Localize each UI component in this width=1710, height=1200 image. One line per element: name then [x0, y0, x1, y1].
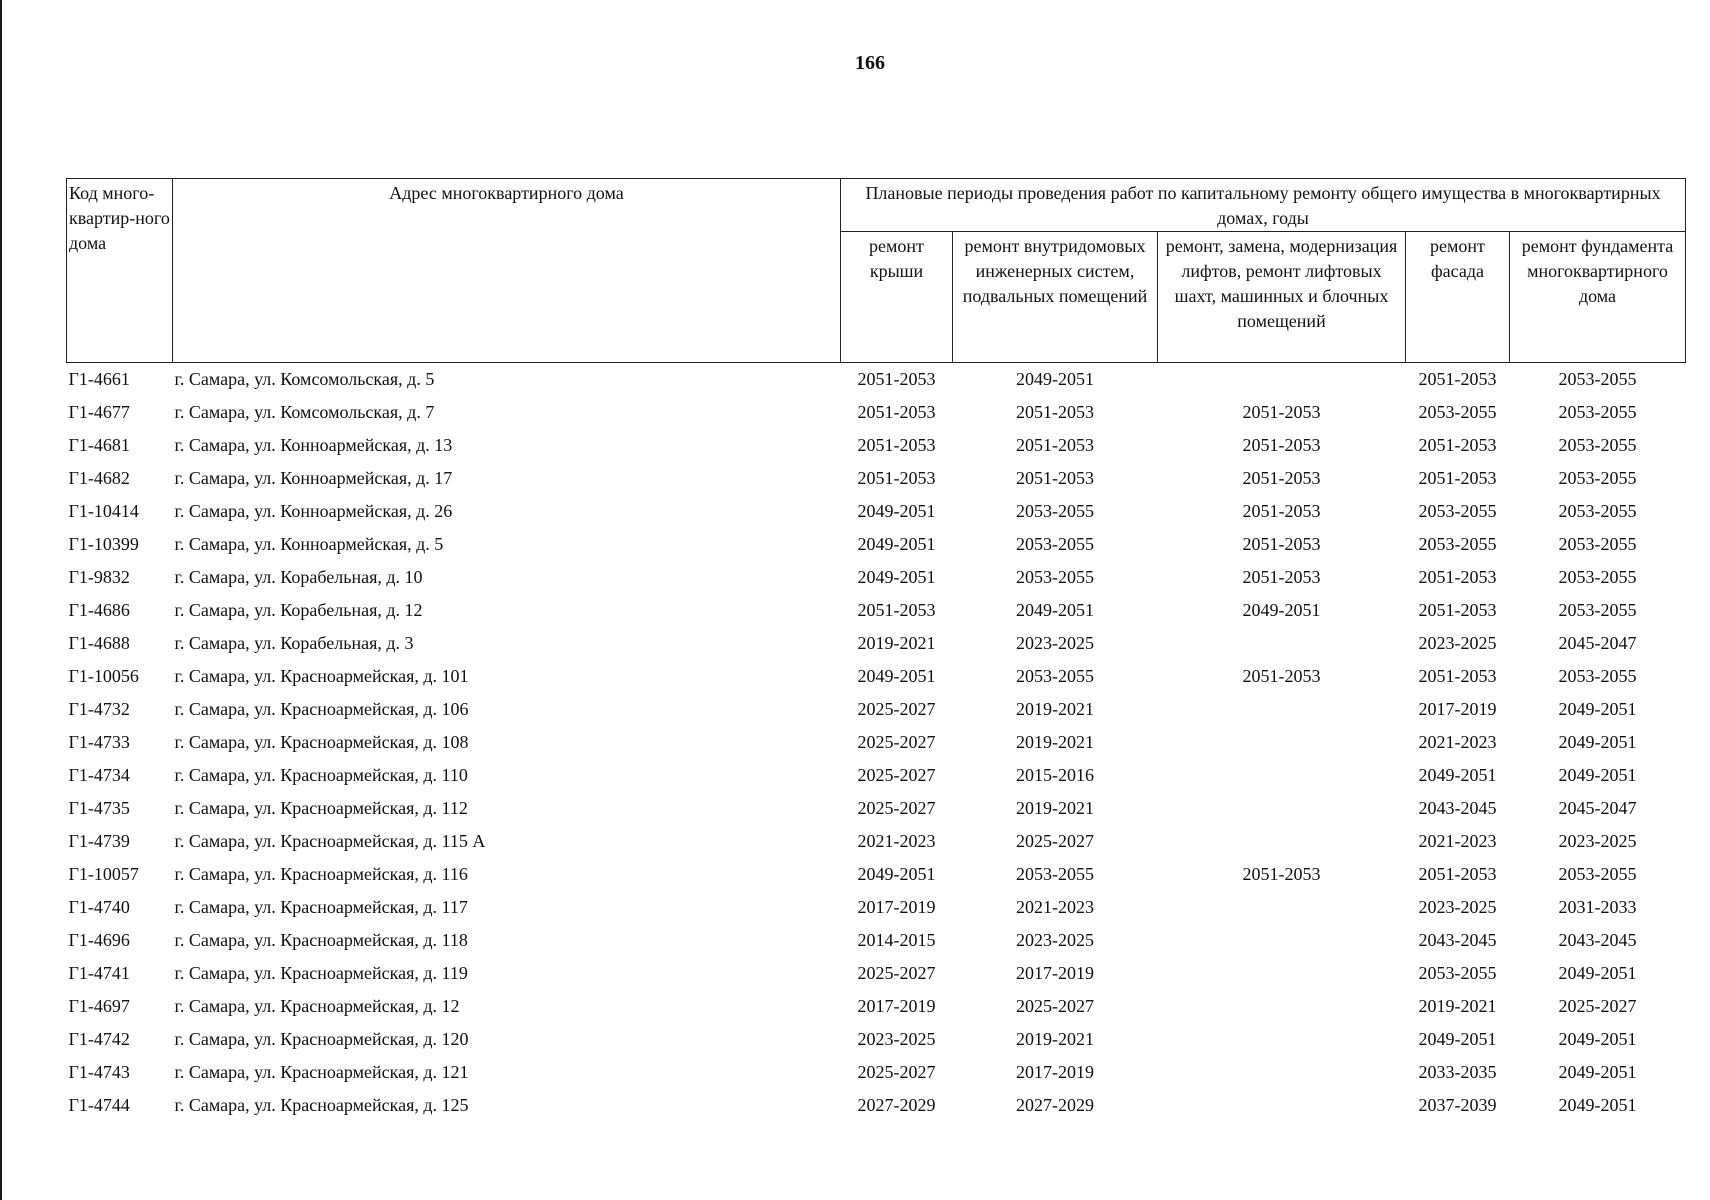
- lift-period-cell: [1158, 726, 1406, 759]
- engineering-period-cell: 2027-2029: [1016, 1095, 1094, 1115]
- building-code-cell: Г1-10056: [68, 666, 139, 686]
- facade-period-cell: 2053-2055: [1418, 402, 1497, 422]
- engineering-period-cell: 2019-2021: [1016, 1029, 1094, 1049]
- facade-period-cell: 2051-2053: [1418, 468, 1497, 488]
- roof-period-cell: 2051-2053: [857, 600, 936, 620]
- facade-period-cell: 2051-2053: [1418, 666, 1497, 686]
- table-row: [67, 462, 1686, 495]
- building-code-cell: Г1-4741: [68, 963, 130, 983]
- engineering-period-cell: 2053-2055: [1016, 666, 1094, 686]
- roof-period-cell: 2049-2051: [857, 534, 936, 554]
- foundation-period-cell: 2049-2051: [1558, 732, 1637, 752]
- foundation-period-cell: 2049-2051: [1558, 699, 1637, 719]
- foundation-period-cell: 2053-2055: [1558, 468, 1637, 488]
- foundation-period-cell: 2053-2055: [1558, 567, 1637, 587]
- engineering-period-cell: 2051-2053: [1016, 468, 1094, 488]
- engineering-period-cell: 2053-2055: [1016, 567, 1094, 587]
- building-code-cell: Г1-10414: [68, 501, 139, 521]
- header-facade-repair: ремонт фасада: [1406, 232, 1510, 363]
- foundation-period-cell: 2053-2055: [1558, 501, 1637, 521]
- facade-period-cell: 2021-2023: [1418, 831, 1497, 851]
- lift-period-cell: 2051-2053: [1242, 468, 1321, 488]
- facade-period-cell: 2051-2053: [1418, 600, 1497, 620]
- foundation-period-cell: 2045-2047: [1558, 633, 1637, 653]
- address-cell: г. Самара, ул. Конноармейская, д. 13: [174, 435, 453, 455]
- facade-period-cell: 2049-2051: [1418, 765, 1497, 785]
- foundation-period-cell: 2049-2051: [1558, 1095, 1637, 1115]
- header-building-code: Код много-квартир-ного дома: [67, 179, 173, 363]
- building-code-cell: Г1-4688: [68, 633, 130, 653]
- lift-period-cell: [1158, 1089, 1406, 1122]
- address-cell: г. Самара, ул. Красноармейская, д. 117: [174, 897, 468, 917]
- building-code-cell: Г1-10399: [68, 534, 139, 554]
- address-cell: г. Самара, ул. Красноармейская, д. 115 А: [174, 831, 486, 851]
- building-code-cell: Г1-4743: [68, 1062, 130, 1082]
- lift-period-cell: 2051-2053: [1242, 567, 1321, 587]
- lift-period-cell: [1158, 1056, 1406, 1089]
- lift-period-cell: [1158, 759, 1406, 792]
- foundation-period-cell: 2049-2051: [1558, 765, 1637, 785]
- engineering-period-cell: 2017-2019: [1016, 1062, 1094, 1082]
- building-code-cell: Г1-4742: [68, 1029, 130, 1049]
- roof-period-cell: 2049-2051: [857, 666, 936, 686]
- roof-period-cell: 2051-2053: [857, 468, 936, 488]
- foundation-period-cell: 2031-2033: [1558, 897, 1637, 917]
- address-cell: г. Самара, ул. Конноармейская, д. 17: [174, 468, 453, 488]
- facade-period-cell: 2043-2045: [1418, 930, 1497, 950]
- capital-repair-table: [66, 178, 1686, 1122]
- roof-period-cell: 2021-2023: [857, 831, 936, 851]
- roof-period-cell: 2049-2051: [857, 567, 936, 587]
- table-row: [67, 1089, 1686, 1122]
- engineering-period-cell: 2053-2055: [1016, 501, 1094, 521]
- address-cell: г. Самара, ул. Красноармейская, д. 118: [174, 930, 468, 950]
- facade-period-cell: 2021-2023: [1418, 732, 1497, 752]
- foundation-period-cell: 2043-2045: [1558, 930, 1637, 950]
- table-row: [67, 396, 1686, 429]
- table-row: [67, 429, 1686, 462]
- building-code-cell: Г1-4732: [68, 699, 130, 719]
- building-code-cell: Г1-4681: [68, 435, 130, 455]
- address-cell: г. Самара, ул. Комсомольская, д. 7: [174, 402, 435, 422]
- address-cell: г. Самара, ул. Красноармейская, д. 106: [174, 699, 469, 719]
- facade-period-cell: 2053-2055: [1418, 501, 1497, 521]
- address-cell: г. Самара, ул. Красноармейская, д. 101: [174, 666, 469, 686]
- building-code-cell: Г1-4740: [68, 897, 130, 917]
- address-cell: г. Самара, ул. Красноармейская, д. 119: [174, 963, 468, 983]
- facade-period-cell: 2053-2055: [1418, 534, 1497, 554]
- address-cell: г. Самара, ул. Корабельная, д. 12: [174, 600, 423, 620]
- lift-period-cell: [1158, 627, 1406, 660]
- table-row: [67, 363, 1686, 397]
- address-cell: г. Самара, ул. Комсомольская, д. 5: [174, 369, 435, 389]
- address-cell: г. Самара, ул. Красноармейская, д. 108: [174, 732, 469, 752]
- roof-period-cell: 2025-2027: [857, 765, 936, 785]
- facade-period-cell: 2017-2019: [1418, 699, 1497, 719]
- lift-period-cell: 2049-2051: [1242, 600, 1321, 620]
- table-row: [67, 594, 1686, 627]
- foundation-period-cell: 2053-2055: [1558, 369, 1637, 389]
- roof-period-cell: 2051-2053: [857, 402, 936, 422]
- facade-period-cell: 2019-2021: [1418, 996, 1497, 1016]
- header-foundation-repair: ремонт фундамента многоквартирного дома: [1510, 232, 1686, 363]
- foundation-period-cell: 2045-2047: [1558, 798, 1637, 818]
- roof-period-cell: 2017-2019: [857, 996, 936, 1016]
- roof-period-cell: 2049-2051: [857, 864, 936, 884]
- table-row: [67, 1056, 1686, 1089]
- table-row: [67, 825, 1686, 858]
- roof-period-cell: 2025-2027: [857, 963, 936, 983]
- foundation-period-cell: 2049-2051: [1558, 963, 1637, 983]
- lift-period-cell: [1158, 990, 1406, 1023]
- engineering-period-cell: 2023-2025: [1016, 633, 1094, 653]
- lift-period-cell: 2051-2053: [1242, 534, 1321, 554]
- foundation-period-cell: 2025-2027: [1558, 996, 1637, 1016]
- engineering-period-cell: 2019-2021: [1016, 699, 1094, 719]
- foundation-period-cell: 2053-2055: [1558, 402, 1637, 422]
- building-code-cell: Г1-10057: [68, 864, 139, 884]
- engineering-period-cell: 2019-2021: [1016, 732, 1094, 752]
- foundation-period-cell: 2049-2051: [1558, 1062, 1637, 1082]
- building-code-cell: Г1-4697: [68, 996, 130, 1016]
- engineering-period-cell: 2017-2019: [1016, 963, 1094, 983]
- facade-period-cell: 2051-2053: [1418, 567, 1497, 587]
- scan-edge-line: [0, 0, 2, 1200]
- lift-period-cell: [1158, 957, 1406, 990]
- table-row: [67, 1023, 1686, 1056]
- foundation-period-cell: 2053-2055: [1558, 435, 1637, 455]
- building-code-cell: Г1-4696: [68, 930, 130, 950]
- address-cell: г. Самара, ул. Корабельная, д. 3: [174, 633, 414, 653]
- lift-period-cell: 2051-2053: [1242, 666, 1321, 686]
- table-row: [67, 660, 1686, 693]
- header-address: Адрес многоквартирного дома: [173, 179, 841, 363]
- header-lift-repair: ремонт, замена, модернизация лифтов, ремонт лифтовых шахт, машинных и блочных помещений: [1158, 232, 1406, 363]
- address-cell: г. Самара, ул. Красноармейская, д. 121: [174, 1062, 469, 1082]
- foundation-period-cell: 2023-2025: [1558, 831, 1637, 851]
- lift-period-cell: [1158, 924, 1406, 957]
- header-engineering-repair: ремонт внутридомовых инженерных систем, подвальных помещений: [953, 232, 1158, 363]
- table-row: [67, 528, 1686, 561]
- facade-period-cell: 2023-2025: [1418, 633, 1497, 653]
- address-cell: г. Самара, ул. Красноармейская, д. 112: [174, 798, 468, 818]
- roof-period-cell: 2014-2015: [857, 930, 936, 950]
- address-cell: г. Самара, ул. Красноармейская, д. 12: [174, 996, 460, 1016]
- building-code-cell: Г1-4744: [68, 1095, 130, 1115]
- lift-period-cell: [1158, 693, 1406, 726]
- foundation-period-cell: 2053-2055: [1558, 534, 1637, 554]
- facade-period-cell: 2043-2045: [1418, 798, 1497, 818]
- roof-period-cell: 2027-2029: [857, 1095, 936, 1115]
- table-row: [67, 627, 1686, 660]
- table-row: [67, 891, 1686, 924]
- table-row: [67, 495, 1686, 528]
- table-row: [67, 693, 1686, 726]
- table-body: [67, 363, 1686, 1123]
- page-number: 166: [855, 52, 885, 74]
- building-code-cell: Г1-4739: [68, 831, 130, 851]
- lift-period-cell: 2051-2053: [1242, 402, 1321, 422]
- table-row: [67, 990, 1686, 1023]
- facade-period-cell: 2049-2051: [1418, 1029, 1497, 1049]
- foundation-period-cell: 2053-2055: [1558, 864, 1637, 884]
- table-row: [67, 858, 1686, 891]
- address-cell: г. Самара, ул. Конноармейская, д. 26: [174, 501, 453, 521]
- building-code-cell: Г1-4686: [68, 600, 130, 620]
- lift-period-cell: 2051-2053: [1242, 501, 1321, 521]
- facade-period-cell: 2053-2055: [1418, 963, 1497, 983]
- facade-period-cell: 2033-2035: [1418, 1062, 1497, 1082]
- roof-period-cell: 2019-2021: [857, 633, 936, 653]
- address-cell: г. Самара, ул. Корабельная, д. 10: [174, 567, 423, 587]
- engineering-period-cell: 2023-2025: [1016, 930, 1094, 950]
- lift-period-cell: [1158, 1023, 1406, 1056]
- engineering-period-cell: 2015-2016: [1016, 765, 1094, 785]
- table-row: [67, 924, 1686, 957]
- roof-period-cell: 2025-2027: [857, 699, 936, 719]
- engineering-period-cell: 2019-2021: [1016, 798, 1094, 818]
- table-row: [67, 792, 1686, 825]
- facade-period-cell: 2037-2039: [1418, 1095, 1497, 1115]
- roof-period-cell: 2051-2053: [857, 369, 936, 389]
- roof-period-cell: 2051-2053: [857, 435, 936, 455]
- facade-period-cell: 2051-2053: [1418, 864, 1497, 884]
- engineering-period-cell: 2049-2051: [1016, 600, 1094, 620]
- building-code-cell: Г1-4735: [68, 798, 130, 818]
- engineering-period-cell: 2025-2027: [1016, 996, 1094, 1016]
- building-code-cell: Г1-4682: [68, 468, 130, 488]
- building-code-cell: Г1-9832: [68, 567, 130, 587]
- roof-period-cell: 2025-2027: [857, 798, 936, 818]
- roof-period-cell: 2017-2019: [857, 897, 936, 917]
- foundation-period-cell: 2053-2055: [1558, 600, 1637, 620]
- engineering-period-cell: 2051-2053: [1016, 402, 1094, 422]
- foundation-period-cell: 2053-2055: [1558, 666, 1637, 686]
- address-cell: г. Самара, ул. Красноармейская, д. 110: [174, 765, 468, 785]
- lift-period-cell: 2051-2053: [1242, 435, 1321, 455]
- address-cell: г. Самара, ул. Красноармейская, д. 120: [174, 1029, 469, 1049]
- building-code-cell: Г1-4734: [68, 765, 130, 785]
- lift-period-cell: 2051-2053: [1242, 864, 1321, 884]
- roof-period-cell: 2049-2051: [857, 501, 936, 521]
- header-roof-repair: ремонт крыши: [841, 232, 953, 363]
- facade-period-cell: 2023-2025: [1418, 897, 1497, 917]
- engineering-period-cell: 2025-2027: [1016, 831, 1094, 851]
- engineering-period-cell: 2053-2055: [1016, 864, 1094, 884]
- engineering-period-cell: 2049-2051: [1016, 369, 1094, 389]
- address-cell: г. Самара, ул. Красноармейская, д. 125: [174, 1095, 469, 1115]
- roof-period-cell: 2025-2027: [857, 1062, 936, 1082]
- lift-period-cell: [1158, 825, 1406, 858]
- roof-period-cell: 2025-2027: [857, 732, 936, 752]
- table-row: [67, 561, 1686, 594]
- header-planned-periods: Плановые периоды проведения работ по капитальному ремонту общего имущества в многоквартирных домах, годы: [841, 179, 1686, 232]
- building-code-cell: Г1-4677: [68, 402, 130, 422]
- table-row: [67, 957, 1686, 990]
- foundation-period-cell: 2049-2051: [1558, 1029, 1637, 1049]
- lift-period-cell: [1158, 792, 1406, 825]
- address-cell: г. Самара, ул. Красноармейская, д. 116: [174, 864, 468, 884]
- engineering-period-cell: 2053-2055: [1016, 534, 1094, 554]
- building-code-cell: Г1-4661: [68, 369, 130, 389]
- lift-period-cell: [1158, 363, 1406, 397]
- building-code-cell: Г1-4733: [68, 732, 130, 752]
- lift-period-cell: [1158, 891, 1406, 924]
- table-row: [67, 759, 1686, 792]
- engineering-period-cell: 2051-2053: [1016, 435, 1094, 455]
- engineering-period-cell: 2021-2023: [1016, 897, 1094, 917]
- facade-period-cell: 2051-2053: [1418, 369, 1497, 389]
- address-cell: г. Самара, ул. Конноармейская, д. 5: [174, 534, 444, 554]
- facade-period-cell: 2051-2053: [1418, 435, 1497, 455]
- table-row: [67, 726, 1686, 759]
- roof-period-cell: 2023-2025: [857, 1029, 936, 1049]
